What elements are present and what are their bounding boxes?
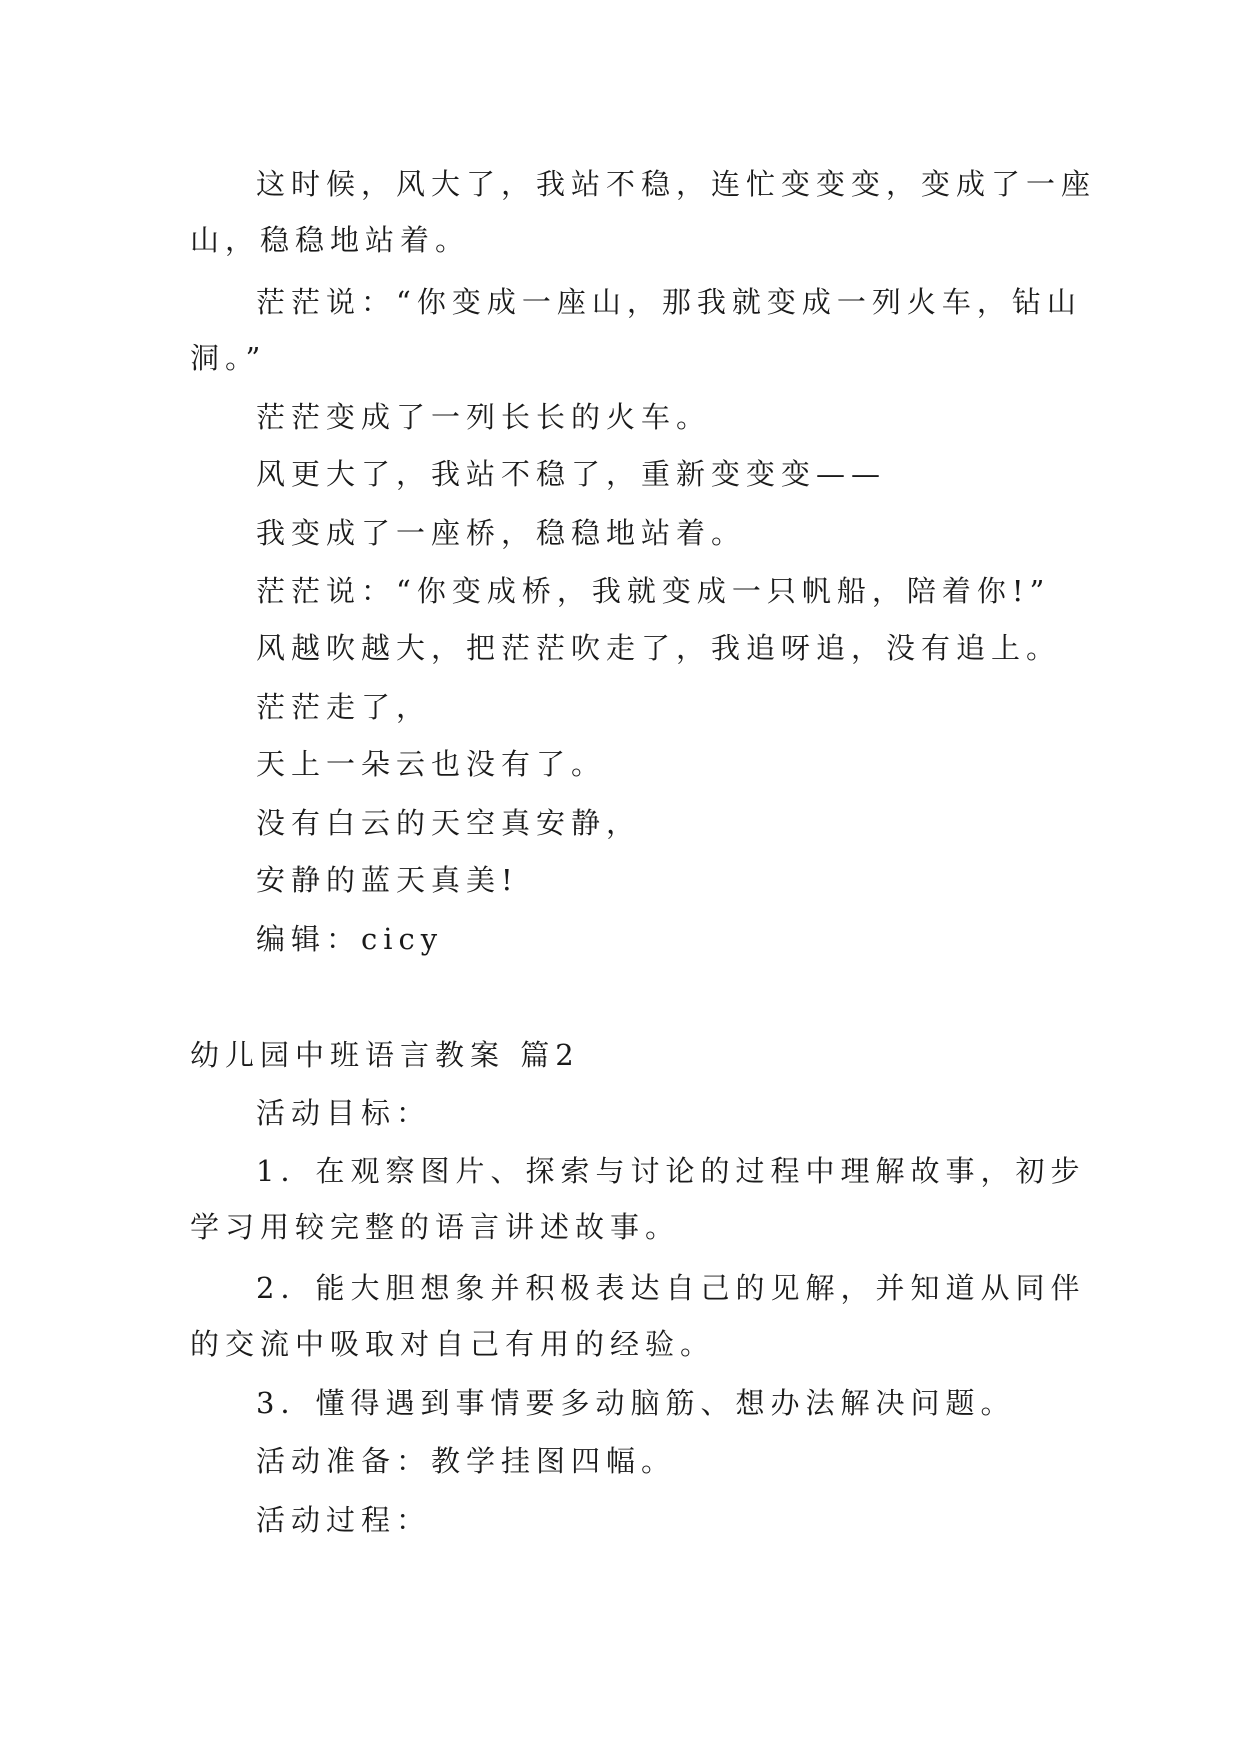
paragraph: 天上一朵云也没有了。	[256, 747, 607, 781]
paragraph: 茫茫走了，	[256, 690, 432, 724]
paragraph-line: 山，稳稳地站着。	[190, 223, 471, 257]
goal-item: 3．懂得遇到事情要多动脑筋、想办法解决问题。	[256, 1386, 1016, 1420]
goal-item-line: 2．能大胆想象并积极表达自己的见解，并知道从同伴	[256, 1271, 1086, 1305]
goal-heading: 活动目标：	[256, 1096, 432, 1130]
preparation: 活动准备：教学挂图四幅。	[256, 1444, 677, 1478]
paragraph: 安静的蓝天真美!	[256, 863, 519, 897]
paragraph: 风越吹越大，把茫茫吹走了，我追呀追，没有追上。	[256, 631, 1062, 665]
goal-item-line: 1．在观察图片、探索与讨论的过程中理解故事，初步	[256, 1154, 1086, 1188]
paragraph: 茫茫说：“你变成桥，我就变成一只帆船，陪着你!”	[256, 574, 1051, 608]
paragraph: 没有白云的天空真安静，	[256, 806, 642, 840]
section-title: 幼儿园中班语言教案 篇2	[190, 1038, 580, 1072]
goal-item-line: 的交流中吸取对自己有用的经验。	[190, 1327, 716, 1361]
paragraph: 我变成了一座桥，稳稳地站着。	[256, 516, 747, 550]
paragraph: 茫茫变成了一列长长的火车。	[256, 400, 712, 434]
paragraph-line: 洞。”	[190, 341, 267, 375]
editor-credit: 编辑：cicy	[256, 922, 444, 956]
goal-item-line: 学习用较完整的语言讲述故事。	[190, 1210, 681, 1244]
paragraph-line: 茫茫说：“你变成一座山，那我就变成一列火车，钻山	[256, 285, 1082, 319]
process-heading: 活动过程：	[256, 1503, 432, 1537]
paragraph: 风更大了，我站不稳了，重新变变变——	[256, 457, 887, 491]
paragraph-line: 这时候，风大了，我站不稳，连忙变变变，变成了一座	[256, 167, 1097, 201]
